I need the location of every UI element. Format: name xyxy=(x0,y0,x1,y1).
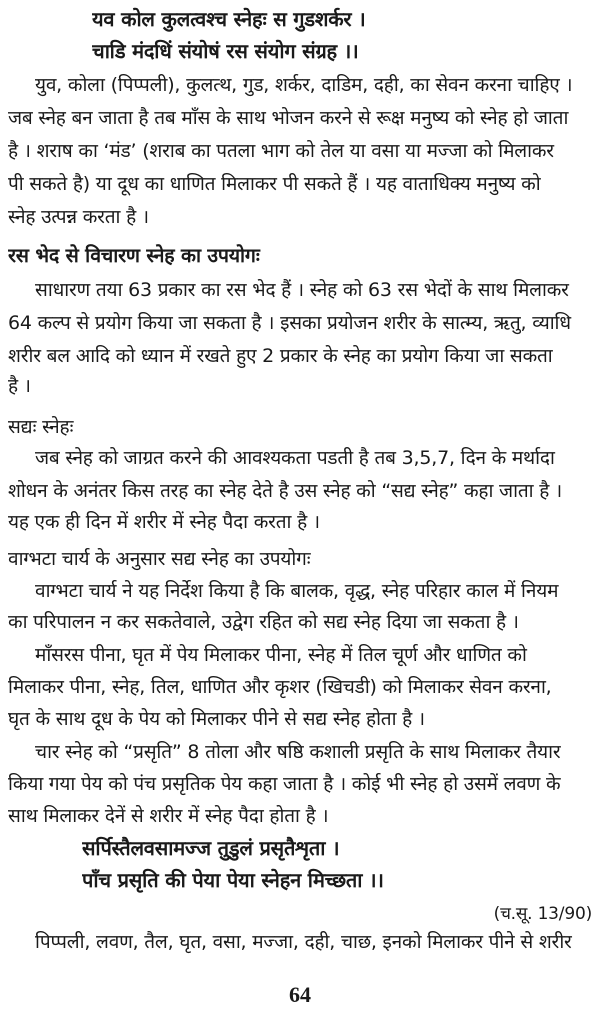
paragraph-4-line-2: का परिपालन न कर सकतेवाले, उद्वेग रहित को सद्य स्नेह दिया जा सकता है । xyxy=(8,611,519,633)
paragraph-2-line-1: साधारण तया 63 प्रकार का रस भेद हैं । स्नेह को 63 रस भेदों के साथ मिलाकर xyxy=(35,279,569,301)
paragraph-5-line-3: घृत के साथ दूध के पेय को मिलाकर पीने से सद्य स्नेह होता है । xyxy=(8,708,425,730)
paragraph-6-line-3: साथ मिलाकर देनें से शरीर में स्नेह पैदा होता है । xyxy=(8,805,329,827)
verse-1-line-1: यव कोल कुलत्वश्च स्नेहः स गुडशर्कर । xyxy=(92,7,366,31)
verse-2-line-1: सर्पिस्तैलवसामज्ज तुडुलं प्रसृतैशृता । xyxy=(82,836,340,860)
verse-2-line-2: पाँच प्रसृति की पेया पेया स्नेहन मिच्छता ।। xyxy=(82,868,384,892)
verse-1-line-2: चाडि मंदधिं संयोषं रस संयोग संग्रह ।। xyxy=(92,39,359,63)
citation-reference: (च.सू. 13/90) xyxy=(493,904,592,924)
paragraph-1-line-3: है । शराष का ‘मंड’ (शराब का पतला भाग को तेल या वसा या मज्जा को मिलाकर xyxy=(8,140,554,162)
paragraph-1-line-1: युव, कोला (पिप्पली), कुलत्थ, गुड, शर्कर, दाडिम, दही, का सेवन करना चाहिए । xyxy=(35,74,573,96)
paragraph-6-line-1: चार स्नेह को “प्रसृति” 8 तोला और षष्ठि कशाली प्रसृति के साथ मिलाकर तैयार xyxy=(35,741,561,763)
paragraph-5-line-1: माँसरस पीना, घृत में पेय मिलाकर पीना, स्नेह में तिल चूर्ण और धाणित को xyxy=(35,644,527,666)
paragraph-5-line-2: मिलाकर पीना, स्नेह, तिल, धाणित और कृशर (खिचडी) को मिलाकर सेवन करना, xyxy=(8,676,552,698)
paragraph-2-line-4: है । xyxy=(8,375,31,397)
paragraph-1-line-5: स्नेह उत्पन्न करता है । xyxy=(8,206,149,228)
paragraph-3-line-3: यह एक ही दिन में शरीर में स्नेह पैदा करता है । xyxy=(8,511,320,533)
paragraph-2-line-2: 64 कल्प से प्रयोग किया जा सकता है । इसका प्रयोजन शरीर के सात्म्य, ऋतु, व्याधि xyxy=(8,312,571,334)
paragraph-7-line-1: पिप्पली, लवण, तैल, घृत, वसा, मज्जा, दही, चाछ, इनको मिलाकर पीने से शरीर xyxy=(35,931,572,953)
paragraph-3-line-1: जब स्नेह को जाग्रत करने की आवश्यकता पडती है तब 3,5,7, दिन के मर्थादा xyxy=(35,447,555,469)
section-heading-vagbhata: वाग्भटा चार्य के अनुसार सद्य स्नेह का उपयोगः xyxy=(8,548,311,570)
paragraph-1-line-2: जब स्नेह बन जाता है तब माँस के साथ भोजन करने से रूक्ष मनुष्य को स्नेह हो जाता xyxy=(8,107,569,129)
paragraph-2-line-3: शरीर बल आदि को ध्यान में रखते हुए 2 प्रकार के स्नेह का प्रयोग किया जा सकता xyxy=(8,345,553,367)
page-number: 64 xyxy=(289,982,311,1007)
section-heading-ras-bhed: रस भेद से विचारण स्नेह का उपयोगः xyxy=(8,244,260,267)
section-heading-sadya-sneh: सद्यः स्नेहः xyxy=(8,416,74,438)
paragraph-1-line-4: पी सकते है) या दूध का धाणित मिलाकर पी सकते हैं । यह वाताधिक्य मनुष्य को xyxy=(8,173,541,195)
paragraph-4-line-1: वाग्भटा चार्य ने यह निर्देश किया है कि बालक, वृद्ध, स्नेह परिहार काल में नियम xyxy=(35,580,559,602)
paragraph-6-line-2: किया गया पेय को पंच प्रसृतिक पेय कहा जाता है । कोई भी स्नेह हो उसमें लवण के xyxy=(8,773,561,795)
paragraph-3-line-2: शोधन के अनंतर किस तरह का स्नेह देते है उस स्नेह को “सद्य स्नेह” कहा जाता है । xyxy=(8,480,562,502)
